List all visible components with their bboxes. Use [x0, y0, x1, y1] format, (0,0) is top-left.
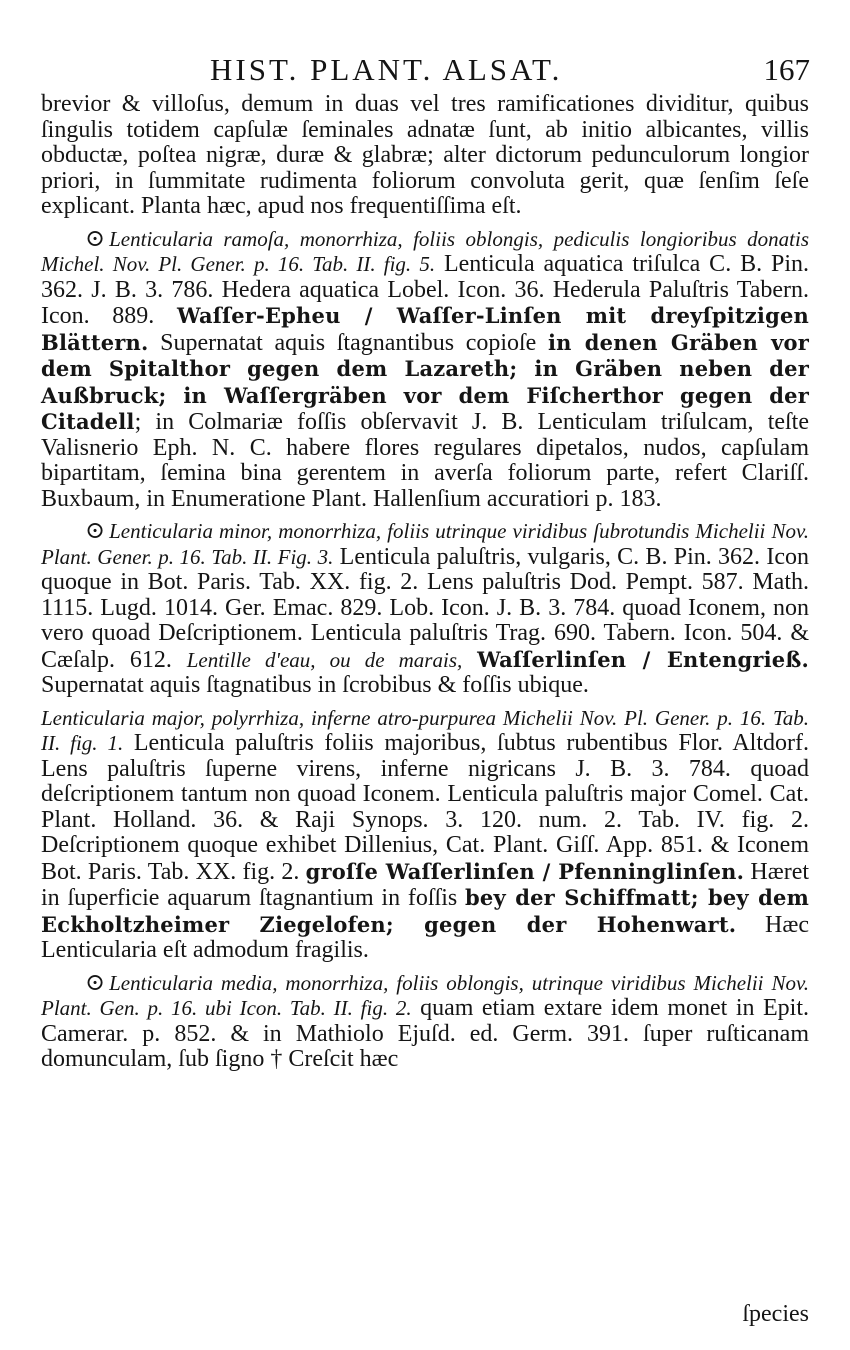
- entry-name: Lenticularia minor, monorrhiza, foliis utrinque viridibus ſubrotundis Michelii Nov. Plant. Gener. p. 16. Tab. II. Fig. 3.: [41, 519, 809, 569]
- entry-name: Lenticularia major, polyrrhiza, inferne atro-purpurea Michelii Nov. Pl. Gener. p. 16. Tab. II. fig. 1.: [41, 705, 809, 755]
- annual-symbol-icon: ⊙: [85, 969, 106, 996]
- catchword: ſpecies: [742, 1301, 809, 1327]
- paragraph-text: brevior & villoſus, demum in duas vel tres ramificationes dividitur, quibus ſingulis totidem capſulæ ſeminales adnatæ ſunt, ab initio albicantes, villis obductæ, poſtea nigræ, duræ & glabræ; alter dictorum pedunculorum longior priori, in ſummitate rudimenta foliorum convoluta gerit, quæ ſenſim ſeſe explicant. Planta hæc, apud nos frequentiſſima eſt.: [41, 91, 809, 219]
- entry-lenticularia-minor: [41, 519, 809, 699]
- french-name: Lentille d'eau, ou de marais,: [186, 647, 463, 672]
- entry-notes: Hæc Lenticularia eſt admodum fragilis.: [41, 911, 810, 963]
- entry-habitat: Supernatat aquis ſtagnatibus in ſcrobibus & foſſis ubique.: [41, 672, 589, 698]
- page-number: 167: [763, 52, 810, 87]
- paragraph-continuation: [41, 92, 809, 220]
- entry-lenticularia-media: [41, 971, 809, 1073]
- entry-synonyms: Lenticula aquatica triſulca C. B. Pin. 362. J. B. 3. 786. Hedera aquatica Lobel. Icon. 36. Hederula Paluſtris Tabern. Icon. 889.: [41, 251, 809, 329]
- spacer-text: [462, 647, 477, 673]
- german-name: Waſſerlinſen / Entengrieß.: [477, 646, 809, 672]
- entry-synonyms: quam etiam extare idem monet in Epit. Camerar. p. 852. & in Mathiolo Ejuſd. ed. Germ. 391. ſuper ruſticanam domunculam, ſub ſigno † Creſcit hæc: [41, 995, 809, 1072]
- page-header: [40, 50, 810, 90]
- entry-habitat: Hæret in ſuperficie aquarum ſtagnantium in foſſis: [41, 858, 810, 911]
- entry-lenticularia-major: [41, 706, 809, 964]
- entry-lenticularia-ramosa: [41, 227, 809, 513]
- entry-notes: ; in Colmariæ foſſis obſervavit J. B. Lenticulam triſulcam, teſte Valisnerio Eph. N. C. habere flores regulares dipetalos, nudos, capſulam bipartitam, ſemina bina gerentem in averſa foliorum parte, refert Clariſſ. Buxbaum, in Enumeratione Plant. Hallenſium accuratiori p. 183.: [41, 409, 809, 512]
- german-locality: in denen Gräben vor dem Spitalthor gegen dem Lazareth; in Gräben neben der Außbruck; in Waſſergräben vor dem Fiſcherthor gegen der Citadell: [41, 329, 809, 434]
- entry-synonyms: Lenticula paluſtris foliis majoribus, ſubtus rubentibus Flor. Altdorf. Lens paluſtris ſuperne virens, inferne nigricans J. B. 3. 784. quoad deſcriptionem tantum non quoad Iconem. Lenticula paluſtris major Comel. Cat. Plant. Holland. 36. & Raji Synops. 3. 120. num. 2. Tab. IV. fig. 2. Deſcriptionem quoque exhibet Dillenius, Cat. Plant. Giſſ. App. 851. & Iconem Bot. Paris. Tab. XX. fig. 2.: [41, 730, 809, 885]
- german-name: Waſſer-Epheu / Waſſer-Linſen mit dreyſpitzigen Blättern.: [41, 303, 809, 355]
- entry-synonyms: Lenticula paluſtris, vulgaris, C. B. Pin. 362. Icon quoque in Bot. Paris. Tab. XX. fig. 2. Lens paluſtris Dod. Pempt. 587. Math. 1115. Lugd. 1014. Ger. Emac. 829. Lob. Icon. J. B. 3. 784. quoad Iconem, non vero quoad Deſcriptionem. Lenticula paluſtris Trag. 690. Tabern. Icon. 504. & Cæſalp. 612.: [41, 543, 809, 673]
- entry-name: Lenticularia media, monorrhiza, foliis oblongis, utrinque viridibus Michelii Nov. Plant. Gen. p. 16. ubi Icon. Tab. II. fig. 2.: [41, 970, 809, 1020]
- german-name: groſſe Waſſerlinſen / Pfenninglinſen.: [305, 858, 745, 884]
- annual-symbol-icon: ⊙: [85, 518, 106, 544]
- entry-habitat: Supernatat aquis ſtagnantibus copioſe: [148, 329, 548, 356]
- german-locality: bey der Schiffmatt; bey dem Eckholtzheimer Ziegelofen; gegen der Hohenwart.: [41, 885, 809, 937]
- entry-name: Lenticularia ramoſa, monorrhiza, foliis oblongis, pediculis longioribus donatis Michel. Nov. Pl. Gener. p. 16. Tab. II. fig. 5.: [41, 226, 809, 276]
- running-head: HIST. PLANT. ALSAT.: [210, 52, 563, 87]
- page-body: [41, 92, 809, 1073]
- annual-symbol-icon: ⊙: [85, 225, 106, 252]
